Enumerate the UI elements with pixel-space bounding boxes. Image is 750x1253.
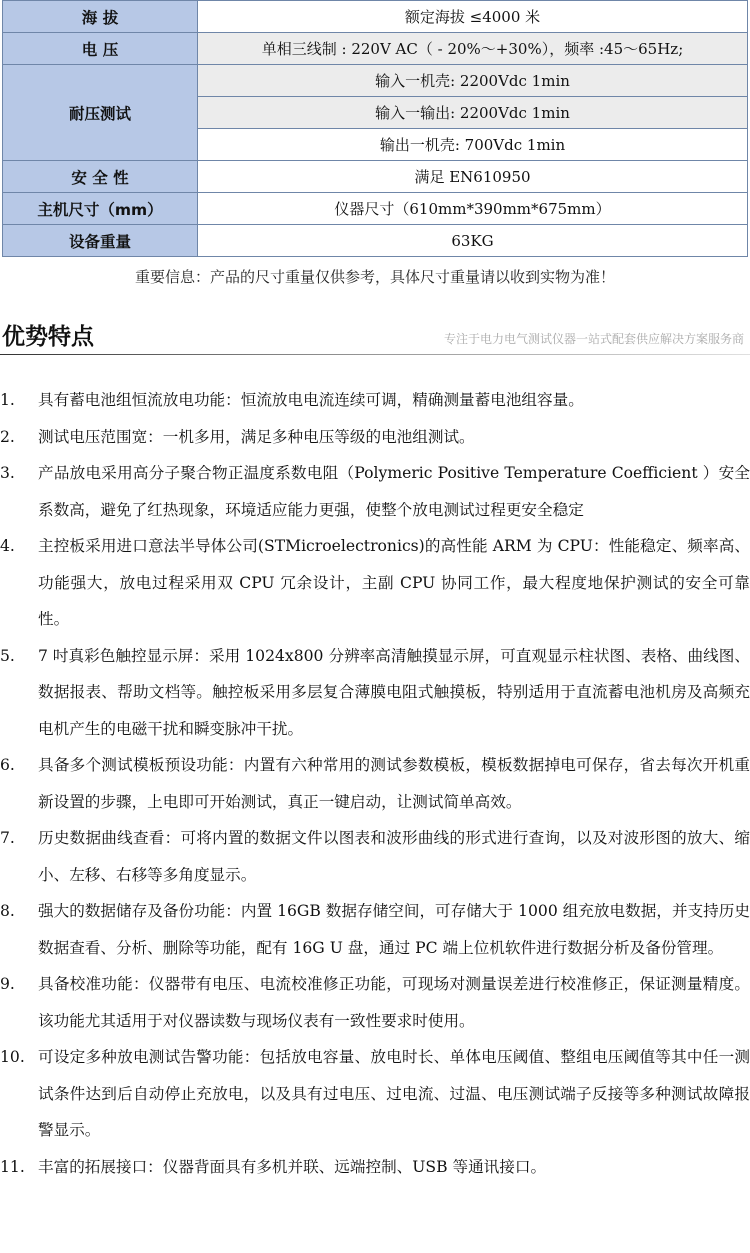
feature-list (0, 382, 750, 1185)
spec-label: 安 全 性 (3, 161, 198, 193)
spec-row-altitude (3, 1, 748, 33)
feature-text: 测试电压范围宽：一机多用，满足多种电压等级的电池组测试。 (38, 427, 475, 446)
feature-number: 6. (0, 756, 15, 774)
feature-text: 具备多个测试模板预设功能：内置有六种常用的测试参数模板，模板数据掉电可保存，省去每次开机重新设置的步骤，上电即可开始测试，真正一键启动，让测试简单高效。 (38, 756, 750, 811)
feature-number: 2. (0, 427, 15, 446)
feature-number: 1. (0, 391, 15, 409)
spec-value: 输入一机壳: 2200Vdc 1min (198, 65, 748, 97)
feature-number: 7. (0, 829, 15, 847)
feature-text: 7 吋真彩色触控显示屏：采用 1024x800 分辨率高清触摸显示屏，可直观显示柱状图、表格、曲线图、数据报表、帮助文档等。触控板采用多层复合薄膜电阻式触摸板，特别适用于直流蓄电池机房及高频充电机产生的电磁干扰和瞬变脉冲干扰。 (38, 646, 750, 738)
feature-item (0, 419, 750, 456)
section-divider (0, 354, 750, 355)
section-header (0, 316, 750, 356)
feature-item (0, 893, 750, 966)
feature-item (0, 1039, 750, 1149)
feature-item (0, 1149, 750, 1186)
feature-item (0, 966, 750, 1039)
feature-number: 10. (0, 1048, 25, 1066)
spec-row-safety (3, 161, 748, 193)
feature-text: 可设定多种放电测试告警功能：包括放电容量、放电时长、单体电压阈值、整组电压阈值等其中任一测试条件达到后自动停止充放电，以及具有过电压、过电流、过温、电压测试端子反接等多种测试故障报警显示。 (38, 1048, 750, 1139)
feature-text: 历史数据曲线查看：可将内置的数据文件以图表和波形曲线的形式进行查询，以及对波形图的放大、缩小、左移、右移等多角度显示。 (38, 829, 750, 884)
feature-number: 9. (0, 975, 15, 993)
spec-label: 海 拔 (3, 1, 198, 33)
feature-number: 11. (0, 1157, 25, 1176)
feature-text: 主控板采用进口意法半导体公司(STMicroelectronics)的高性能 ARM 为 CPU：性能稳定、频率高、功能强大，放电过程采用双 CPU 冗余设计，主副 CPU 协同工作，最大程度地保护测试的安全可靠性。 (38, 537, 750, 628)
section-title: 优势特点 (2, 324, 94, 350)
important-note: 重要信息：产品的尺寸重量仅供参考，具体尺寸重量请以收到实物为准！ (134, 268, 615, 286)
spec-row-withstand-1 (3, 65, 748, 97)
feature-text: 强大的数据储存及备份功能：内置 16GB 数据存储空间，可存储大于 1000 组充放电数据，并支持历史数据查看、分析、删除等功能，配有 16G U 盘，通过 PC 端上位机软件进行数据分析及备份管理。 (38, 902, 750, 957)
feature-item (0, 747, 750, 820)
spec-label: 耐压测试 (3, 65, 198, 161)
spec-value: 输入一输出: 2200Vdc 1min (198, 97, 748, 129)
feature-item (0, 638, 750, 748)
spec-row-weight (3, 225, 748, 257)
feature-number: 3. (0, 464, 15, 482)
spec-label: 设备重量 (3, 225, 198, 257)
feature-text: 产品放电采用高分子聚合物正温度系数电阻（Polymeric Positive Temperature Coefficient ）安全系数高，避免了红热现象，环境适应能力更强，使整个放电测试过程更安全稳定 (38, 464, 750, 519)
feature-text: 丰富的拓展接口：仪器背面具有多机并联、远端控制、USB 等通讯接口。 (38, 1157, 547, 1176)
feature-number: 8. (0, 902, 15, 920)
feature-number: 5. (0, 646, 15, 665)
section-tagline: 专注于电力电气测试仪器一站式配套供应解决方案服务商 (443, 332, 744, 346)
spec-table (2, 0, 748, 257)
spec-value: 仪器尺寸（610mm*390mm*675mm） (198, 193, 748, 225)
spec-label: 电 压 (3, 33, 198, 65)
spec-value: 63KG (198, 225, 748, 257)
spec-row-voltage (3, 33, 748, 65)
spec-value: 满足 EN610950 (198, 161, 748, 193)
feature-text: 具备校准功能：仪器带有电压、电流校准修正功能，可现场对测量误差进行校准修正，保证测量精度。该功能尤其适用于对仪器读数与现场仪表有一致性要求时使用。 (38, 975, 750, 1030)
feature-item (0, 528, 750, 638)
feature-item (0, 455, 750, 528)
spec-label: 主机尺寸（mm） (3, 193, 198, 225)
feature-text: 具有蓄电池组恒流放电功能：恒流放电电流连续可调，精确测量蓄电池组容量。 (38, 391, 584, 409)
feature-number: 4. (0, 537, 15, 555)
feature-item (0, 820, 750, 893)
spec-value: 单相三线制 : 220V AC（ - 20%～+30%），频率 :45～65Hz; (198, 33, 748, 65)
spec-value: 额定海拔 ≤4000 米 (198, 1, 748, 33)
spec-row-size (3, 193, 748, 225)
feature-item (0, 382, 750, 419)
spec-value: 输出一机壳: 700Vdc 1min (198, 129, 748, 161)
